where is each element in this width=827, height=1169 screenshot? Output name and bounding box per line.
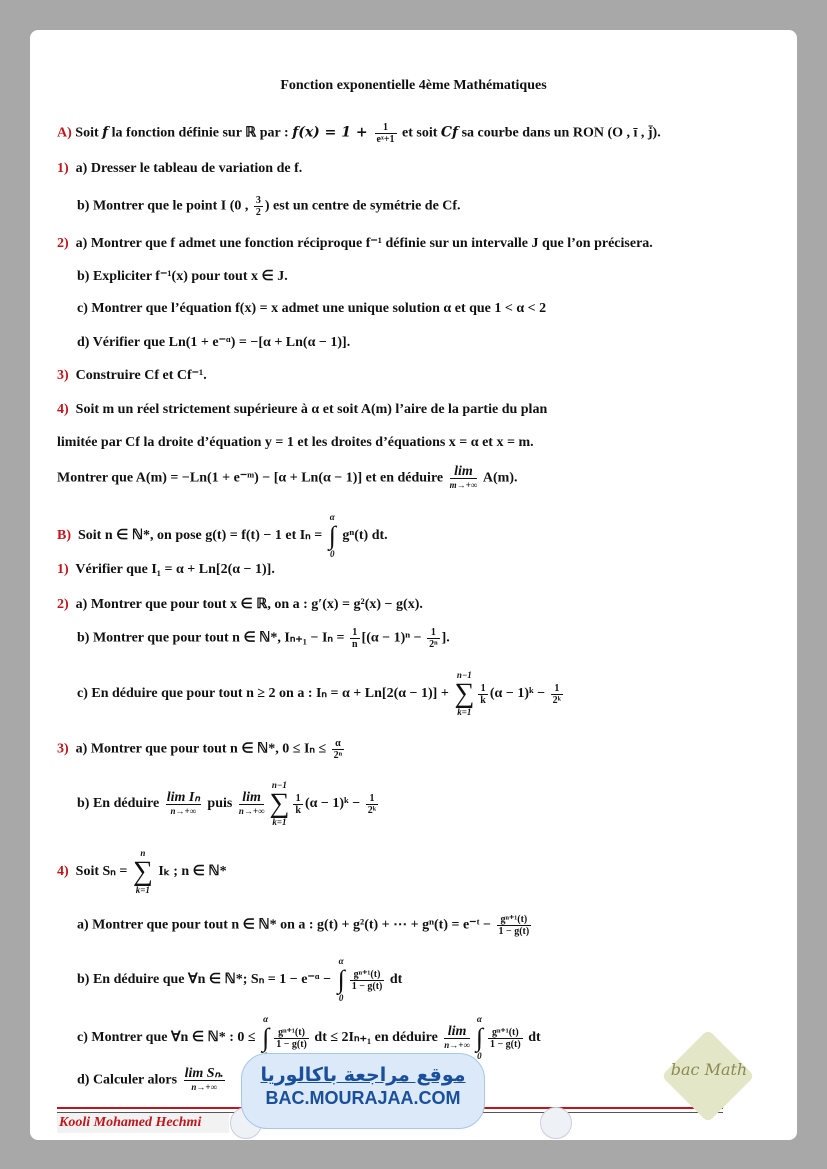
q2-c: c) Montrer que l’équation f(x) = x admet une unique solution α et que 1 < α < 2 bbox=[77, 301, 547, 316]
q1-b: b) Montrer que le point I (0 , $\frac{3}{2}$ ) est un centre de symétrie de Cf. bbox=[77, 195, 461, 218]
b1: 1) Vérifier que I₁ = α + Ln[2(α − 1)]. bbox=[57, 562, 275, 577]
part-a-expr: f(x) = 1 + bbox=[292, 124, 373, 141]
q4-line2: limitée par Cf la droite d’équation y = 1 et les droites d’équations x = α et x = m. bbox=[57, 435, 534, 450]
part-a-text1: Soit bbox=[75, 125, 103, 141]
b4-d: d) Calculer alors lim Sₙ. n→+∞ bbox=[77, 1066, 224, 1092]
author-name: Kooli Mohamed Hechmi bbox=[57, 1113, 229, 1133]
q1-a: 1) a) Dresser le tableau de variation de f. bbox=[57, 161, 303, 176]
b2-c: c) En déduire que pour tout n ≥ 2 on a : Iₙ = α + Ln[2(α − 1)] + n−1 ∑ k=1 $\frac{1}{k}$ (α − 1)ᵏ − $\frac{1}{\text{2ᵏ}}$ bbox=[77, 670, 562, 717]
badge-right-icon bbox=[540, 1107, 572, 1139]
part-b-label: B) bbox=[57, 528, 71, 544]
b4-b: b) En déduire que ∀n ∈ ℕ*; Sₙ = 1 − e⁻ᵅ − α ∫ 0 $\frac{\text{gⁿ⁺¹(t)}}{1 - g(t)}$ dt bbox=[77, 956, 403, 1003]
site-domain-link[interactable]: BAC.MOURAJAA.COM bbox=[265, 1088, 461, 1108]
site-banner[interactable] bbox=[241, 1053, 485, 1129]
part-a-label: A) bbox=[57, 125, 72, 141]
b4-intro: 4) Soit Sₙ = n ∑ k=1 Iₖ ; n ∈ ℕ* bbox=[57, 848, 227, 895]
q2-a: 2) a) Montrer que f admet une fonction réciproque f⁻¹ définie sur un intervalle J que l’on précisera. bbox=[57, 236, 653, 251]
part-a-text2: la fonction définie sur ℝ par : bbox=[108, 125, 293, 141]
part-b: B) Soit n ∈ ℕ*, on pose g(t) = f(t) − 1 et Iₙ = α ∫ 0 gⁿ(t) dt. bbox=[57, 512, 388, 559]
b3-b: b) En déduire lim Iₙ n→+∞ puis lim n→+∞ n−1 ∑ k=1 $\frac{1}{k}$ (α − 1)ᵏ − $\frac{1}{\text{2ᵏ}}$ bbox=[77, 780, 377, 827]
b2-a: 2) a) Montrer que pour tout x ∈ ℝ, on a : g′(x) = g²(x) − g(x). bbox=[57, 597, 423, 612]
q4-line3: Montrer que A(m) = −Ln(1 + e⁻ᵐ) − [α + Ln(α − 1)] et en déduire lim m→+∞ A(m). bbox=[57, 464, 518, 490]
page-title: Fonction exponentielle 4ème Mathématiques bbox=[280, 78, 547, 93]
q2-d: d) Vérifier que Ln(1 + e⁻ᵅ) = −[α + Ln(α − 1)]. bbox=[77, 335, 351, 350]
part-a-text4: sa courbe dans un RON (O , ī , j̄). bbox=[458, 125, 661, 141]
b2-b: b) Montrer que pour tout n ∈ ℕ*, Iₙ₊₁ − Iₙ = $\frac{1}{n}$ [(α − 1)ⁿ − $\frac{1}{\text{2ⁿ}}$ ]. bbox=[77, 627, 450, 650]
q3: 3) Construire Cf et Cf⁻¹. bbox=[57, 368, 207, 383]
logo-text: bac Math bbox=[670, 1060, 748, 1079]
q4-line1: 4) Soit m un réel strictement supérieure à α et soit A(m) l’aire de la partie du plan bbox=[57, 402, 548, 417]
site-arabic-label[interactable]: موقع مراجعة باكالوريا bbox=[260, 1064, 466, 1086]
b4-a: a) Montrer que pour tout n ∈ ℕ* on a : g(t) + g²(t) + ⋯ + gⁿ(t) = e⁻ᵗ − $\frac{\text{gⁿ⁺¹(t)}}{1 - g(t)}$ bbox=[77, 914, 530, 937]
part-a: A) Soit f la fonction définie sur ℝ par : f(x) = 1 + $\frac{1}{\text{eˣ+1}}$ et soit Cf sa courbe dans un RON (O , ī , j̄). bbox=[57, 122, 661, 145]
part-a-text3: et soit bbox=[398, 125, 441, 141]
document-page bbox=[30, 30, 797, 1140]
part-a-fraction: $\frac{1}{\text{eˣ+1}}$ bbox=[376, 122, 395, 145]
q2-b: b) Expliciter f⁻¹(x) pour tout x ∈ J. bbox=[77, 269, 288, 284]
part-a-curve: Cf bbox=[440, 124, 459, 141]
b4-c: c) Montrer que ∀n ∈ ℕ* : 0 ≤ α ∫ $\frac{\text{gⁿ⁺¹(t)}}{1 - g(t)}$ dt ≤ 2Iₙ₊₁ en déduire lim n→+∞ α ∫ 0 $\frac{\text{gⁿ⁺¹(t)}}{1 - g(t)}$ dt bbox=[77, 1014, 541, 1061]
b3-a: 3) a) Montrer que pour tout n ∈ ℕ*, 0 ≤ Iₙ ≤ $\frac{\alpha}{\text{2ⁿ}}$ bbox=[57, 738, 343, 761]
